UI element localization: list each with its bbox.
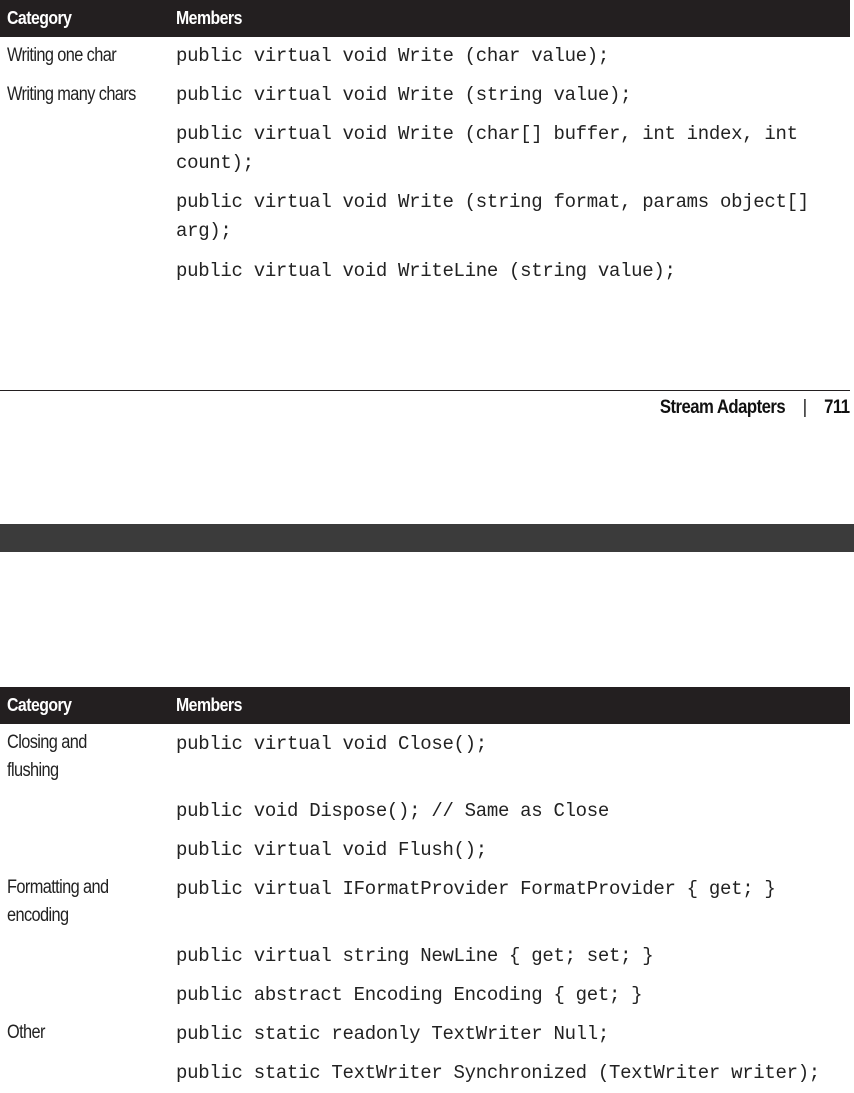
- table1-member-3: public virtual void Write (char[] buffer, int index, int count);: [176, 123, 798, 174]
- footer-rule: [0, 390, 850, 391]
- table1-header-category: Category: [7, 8, 72, 28]
- table2-member-4: public virtual IFormatProvider FormatProvider { get; }: [176, 878, 776, 900]
- running-footer-section: Stream Adapters: [660, 397, 786, 418]
- table1-header-members: Members: [176, 8, 242, 28]
- table2-member-8: public static TextWriter Synchronized (TextWriter writer);: [176, 1062, 820, 1084]
- table2-member-1: public virtual void Close();: [176, 733, 487, 755]
- table1-category-writing-one-char: Writing one char: [7, 45, 117, 66]
- page-break-band: [0, 524, 854, 552]
- table2-header-row: [0, 687, 850, 724]
- page-number: 711: [824, 397, 850, 418]
- table1-category-writing-many-chars: Writing many chars: [7, 84, 136, 105]
- table2-category-closing-flushing: Closing and flushing: [7, 732, 87, 781]
- table2-category-formatting-encoding: Formatting and encoding: [7, 877, 109, 926]
- table1-member-1: public virtual void Write (char value);: [176, 45, 609, 67]
- table1-header-row: [0, 0, 850, 37]
- running-footer-separator: |: [803, 397, 808, 418]
- table2-member-6: public abstract Encoding Encoding { get; }: [176, 984, 643, 1006]
- table1-member-2: public virtual void Write (string value);: [176, 84, 632, 106]
- table2-member-2: public void Dispose(); // Same as Close: [176, 800, 609, 822]
- table2-category-other: Other: [7, 1022, 45, 1043]
- table2-header-category: Category: [7, 695, 72, 715]
- running-footer: [660, 397, 850, 419]
- table1-member-5: public virtual void WriteLine (string value);: [176, 260, 676, 282]
- table2-header-members: Members: [176, 695, 242, 715]
- table1-member-4: public virtual void Write (string format, params object[] arg);: [176, 191, 809, 242]
- table2-member-5: public virtual string NewLine { get; set; }: [176, 945, 654, 967]
- table2-member-3: public virtual void Flush();: [176, 839, 487, 861]
- table2-member-7: public static readonly TextWriter Null;: [176, 1023, 609, 1045]
